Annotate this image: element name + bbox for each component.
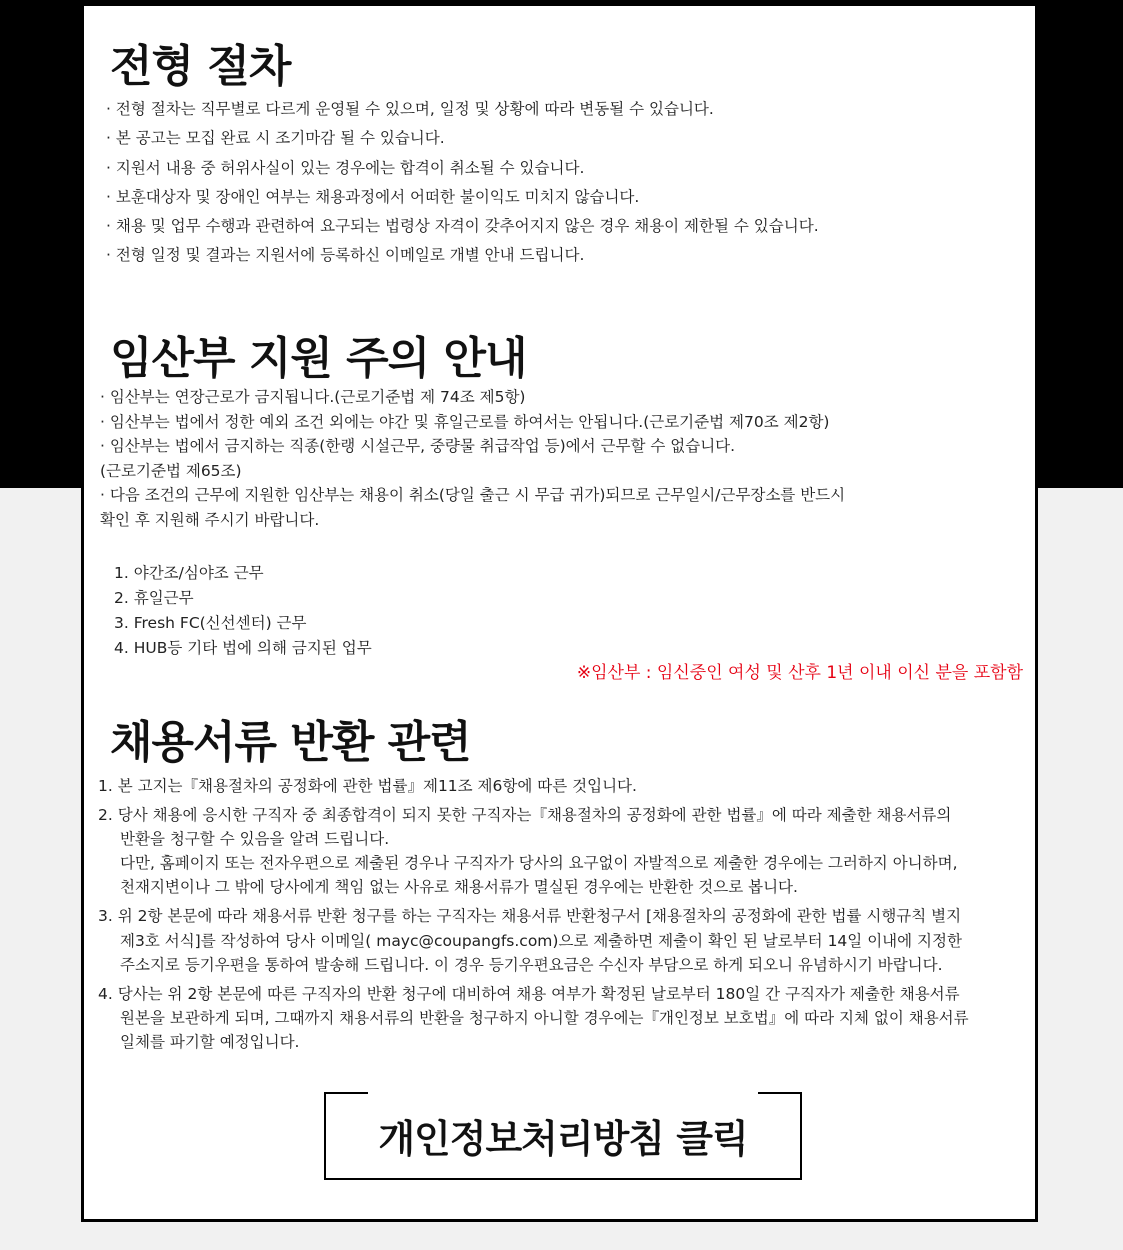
document-return-list	[98, 774, 969, 1054]
list-item: 4. HUB등 기타 법에 의해 금지된 업무	[114, 639, 372, 657]
list-item: · 임산부는 법에서 금지하는 직종(한랭 시설근무, 중량물 취급작업 등)에서 근무할 수 없습니다.	[100, 437, 736, 456]
list-item: 1. 야간조/심야조 근무	[114, 564, 264, 582]
list-item: 확인 후 지원해 주시기 바랍니다.	[100, 510, 320, 529]
list-item: 3. Fresh FC(신선센터) 근무	[114, 614, 307, 632]
restricted-work-list	[114, 561, 372, 661]
privacy-policy-button-label: 개인정보처리방침 클릭	[378, 1117, 748, 1161]
notice-panel	[81, 3, 1038, 1222]
list-item-continuation: 원본을 보관하게 되며, 그때까지 채용서류의 반환을 청구하지 아니할 경우에는『개인정보 보호법』에 따라 지체 없이 채용서류	[120, 1008, 969, 1027]
list-item-continuation: 제3호 서식]를 작성하여 당사 이메일( mayc@coupangfs.com)으로 제출하면 제출이 확인 된 날로부터 14일 이내에 지정한	[120, 931, 962, 950]
list-item: 1. 본 고지는『채용절차의 공정화에 관한 법률』제11조 제6항에 따른 것입니다.	[98, 777, 637, 795]
selection-process-list	[106, 95, 819, 271]
list-item: · 임산부는 연장근로가 금지됩니다.(근로기준법 제 74조 제5항)	[100, 388, 526, 406]
list-item: · 채용 및 업무 수행과 관련하여 요구되는 법령상 자격이 갖추어지지 않은 경우 채용이 제한될 수 있습니다.	[106, 217, 819, 236]
section-title-document-return: 채용서류 반환 관련	[110, 717, 471, 768]
list-item: 2. 휴일근무	[114, 589, 194, 607]
list-item: · 다음 조건의 근무에 지원한 임산부는 채용이 취소(당일 출근 시 무급 귀가)되므로 근무일시/근무장소를 반드시	[100, 486, 846, 505]
list-item: (근로기준법 제65조)	[100, 461, 242, 480]
list-item: 3. 위 2항 본문에 따라 채용서류 반환 청구를 하는 구직자는 채용서류 반환청구서 [채용절차의 공정화에 관한 법률 시행규칙 별지	[98, 907, 962, 926]
list-item: · 전형 절차는 직무별로 다르게 운영될 수 있으며, 일정 및 상황에 따라 변동될 수 있습니다.	[106, 100, 714, 118]
list-item: 2. 당사 채용에 응시한 구직자 중 최종합격이 되지 못한 구직자는『채용절차의 공정화에 관한 법률』에 따라 제출한 채용서류의	[98, 806, 952, 825]
pregnant-definition-note: ※임산부 : 임신중인 여성 및 산후 1년 이내 이신 분을 포함함	[576, 663, 1023, 683]
privacy-policy-button[interactable]	[324, 1092, 802, 1180]
list-item: 4. 당사는 위 2항 본문에 따른 구직자의 반환 청구에 대비하여 채용 여부가 확정된 날로부터 180일 간 구직자가 제출한 채용서류	[98, 984, 960, 1003]
list-item: · 임산부는 법에서 정한 예외 조건 외에는 야간 및 휴일근로를 하여서는 안됩니다.(근로기준법 제70조 제2항)	[100, 412, 830, 431]
pregnant-notice-list	[100, 385, 845, 533]
list-item: · 지원서 내용 중 허위사실이 있는 경우에는 합격이 취소될 수 있습니다.	[106, 158, 585, 177]
list-item-continuation: 다만, 홈페이지 또는 전자우편으로 제출된 경우나 구직자가 당사의 요구없이 자발적으로 제출한 경우에는 그러하지 아니하며,	[120, 854, 958, 873]
section-title-pregnant-notice: 임산부 지원 주의 안내	[110, 333, 527, 384]
list-item-continuation: 반환을 청구할 수 있음을 알려 드립니다.	[120, 830, 390, 849]
list-item: · 본 공고는 모집 완료 시 조기마감 될 수 있습니다.	[106, 129, 445, 148]
section-title-selection-process: 전형 절차	[110, 41, 291, 92]
list-item-continuation: 주소지로 등기우편을 통하여 발송해 드립니다. 이 경우 등기우편요금은 수신자 부담으로 하게 되오니 유념하시기 바랍니다.	[120, 955, 943, 974]
list-item: · 전형 일정 및 결과는 지원서에 등록하신 이메일로 개별 안내 드립니다.	[106, 246, 585, 265]
list-item-continuation: 일체를 파기할 예정입니다.	[120, 1032, 300, 1051]
list-item: · 보훈대상자 및 장애인 여부는 채용과정에서 어떠한 불이익도 미치지 않습니다.	[106, 187, 640, 206]
list-item-continuation: 천재지변이나 그 밖에 당사에게 책임 없는 사유로 채용서류가 멸실된 경우에는 반환한 것으로 봅니다.	[120, 878, 798, 897]
